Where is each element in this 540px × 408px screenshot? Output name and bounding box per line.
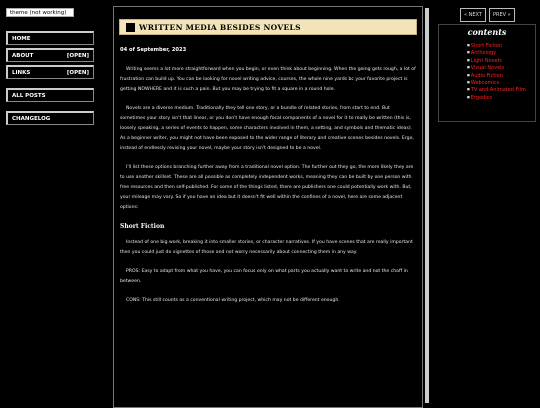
paragraph: Novels are a diverse medium. Traditionally they tell one story, or a bundle of related stories, from start to end. But sometimes your story isn't that linear, or you don't have enough focal components of a novel for it to really be written (this is, loosely speaking, a series of events to happen, some characters involved in them, a setting, and symbols and thematic ideas). As a beginner writer, you might not have been exposed to the wider range of literary and creative scenes besides novels. Ergo, instead of endlessly revising your novel, maybe your story isn't designed to be a novel.	[120, 106, 414, 151]
contents-link[interactable]: ■ Light Novels	[467, 57, 535, 64]
nav-label: LINKS	[12, 69, 31, 76]
post-titlebar	[119, 19, 417, 35]
nav-label: HOME	[12, 35, 31, 42]
section-heading: Short Fiction	[120, 223, 165, 230]
pager	[460, 8, 515, 22]
contents-link[interactable]: ■ Webcomics	[467, 79, 535, 86]
left-sidebar	[6, 8, 94, 128]
contents-link[interactable]: ■ TV and Animated Film	[467, 86, 535, 93]
square-icon	[126, 23, 135, 32]
post-title: WRITTEN MEDIA BESIDES NOVELS	[139, 22, 301, 32]
post-date: 04 of September, 2023	[120, 47, 187, 53]
contents-link[interactable]: ■ Audio Fiction	[467, 72, 535, 79]
nav-changelog[interactable]	[6, 111, 94, 125]
contents-title: contents	[467, 27, 507, 37]
nav-links[interactable]	[6, 65, 94, 79]
scrollbar[interactable]	[425, 8, 429, 403]
nav-label: ABOUT	[12, 52, 34, 59]
nav-all-posts[interactable]	[6, 88, 94, 102]
contents-link[interactable]: ■ Visual Novels	[467, 64, 535, 71]
paragraph: I'll list these options branching further away from a traditional novel option. The further out they go, the more likely they are to use another skillset. These are all possible as completely independent works, meaning they can be built by one person with free resources and then self-published. For some of the things listed, there are publishers one could potentially work with. But, your mileage may vary. So if you have an idea but it doesn't fit well within the confines of a novel, here are some adjacent options:	[120, 165, 414, 210]
paragraph: Writing seems a lot more straightforward when you begin, or even think about beginning. When the going gets rough, a lot of frustration can build up. You can be looking for novel writing advice, courses, the whole nine yards bc your favorite project is getting NOWHERE and it is such a pain. But you may be trying to fit a square in a round hole.	[120, 67, 416, 92]
post-panel	[113, 6, 423, 408]
theme-select[interactable]: theme (not working)	[6, 8, 74, 17]
paragraph: Instead of one big work, breaking it into smaller stories, or character narratives. If you have scenes that are really important then you could just do vignettes of those and not worry necessarily about connecting them in any way.	[120, 240, 413, 255]
nav-about[interactable]	[6, 48, 94, 62]
nav-label: ALL POSTS	[12, 92, 46, 99]
post-content	[114, 45, 422, 306]
cons-text: CONS: This still counts as a conventional writing project, which may not be different enough.	[126, 298, 340, 303]
pros-text: PROS: Easy to adapt from what you have, you can focus only on what parts you actually want to write and not the chaff in between.	[120, 269, 408, 284]
nav-label: CHANGELOG	[12, 115, 51, 122]
contents-link[interactable]: ■ Ergodics	[467, 94, 535, 101]
contents-list	[467, 42, 535, 101]
next-post-button[interactable]: « NEXT	[460, 8, 486, 22]
contents-box	[438, 24, 536, 122]
prev-post-button[interactable]: PREV »	[489, 8, 515, 22]
contents-link[interactable]: ■ Short Fiction	[467, 42, 535, 49]
open-toggle[interactable]: [OPEN]	[66, 69, 89, 76]
contents-link[interactable]: ■ Anthology	[467, 49, 535, 56]
open-toggle[interactable]: [OPEN]	[66, 52, 89, 59]
nav-home[interactable]	[6, 31, 94, 45]
